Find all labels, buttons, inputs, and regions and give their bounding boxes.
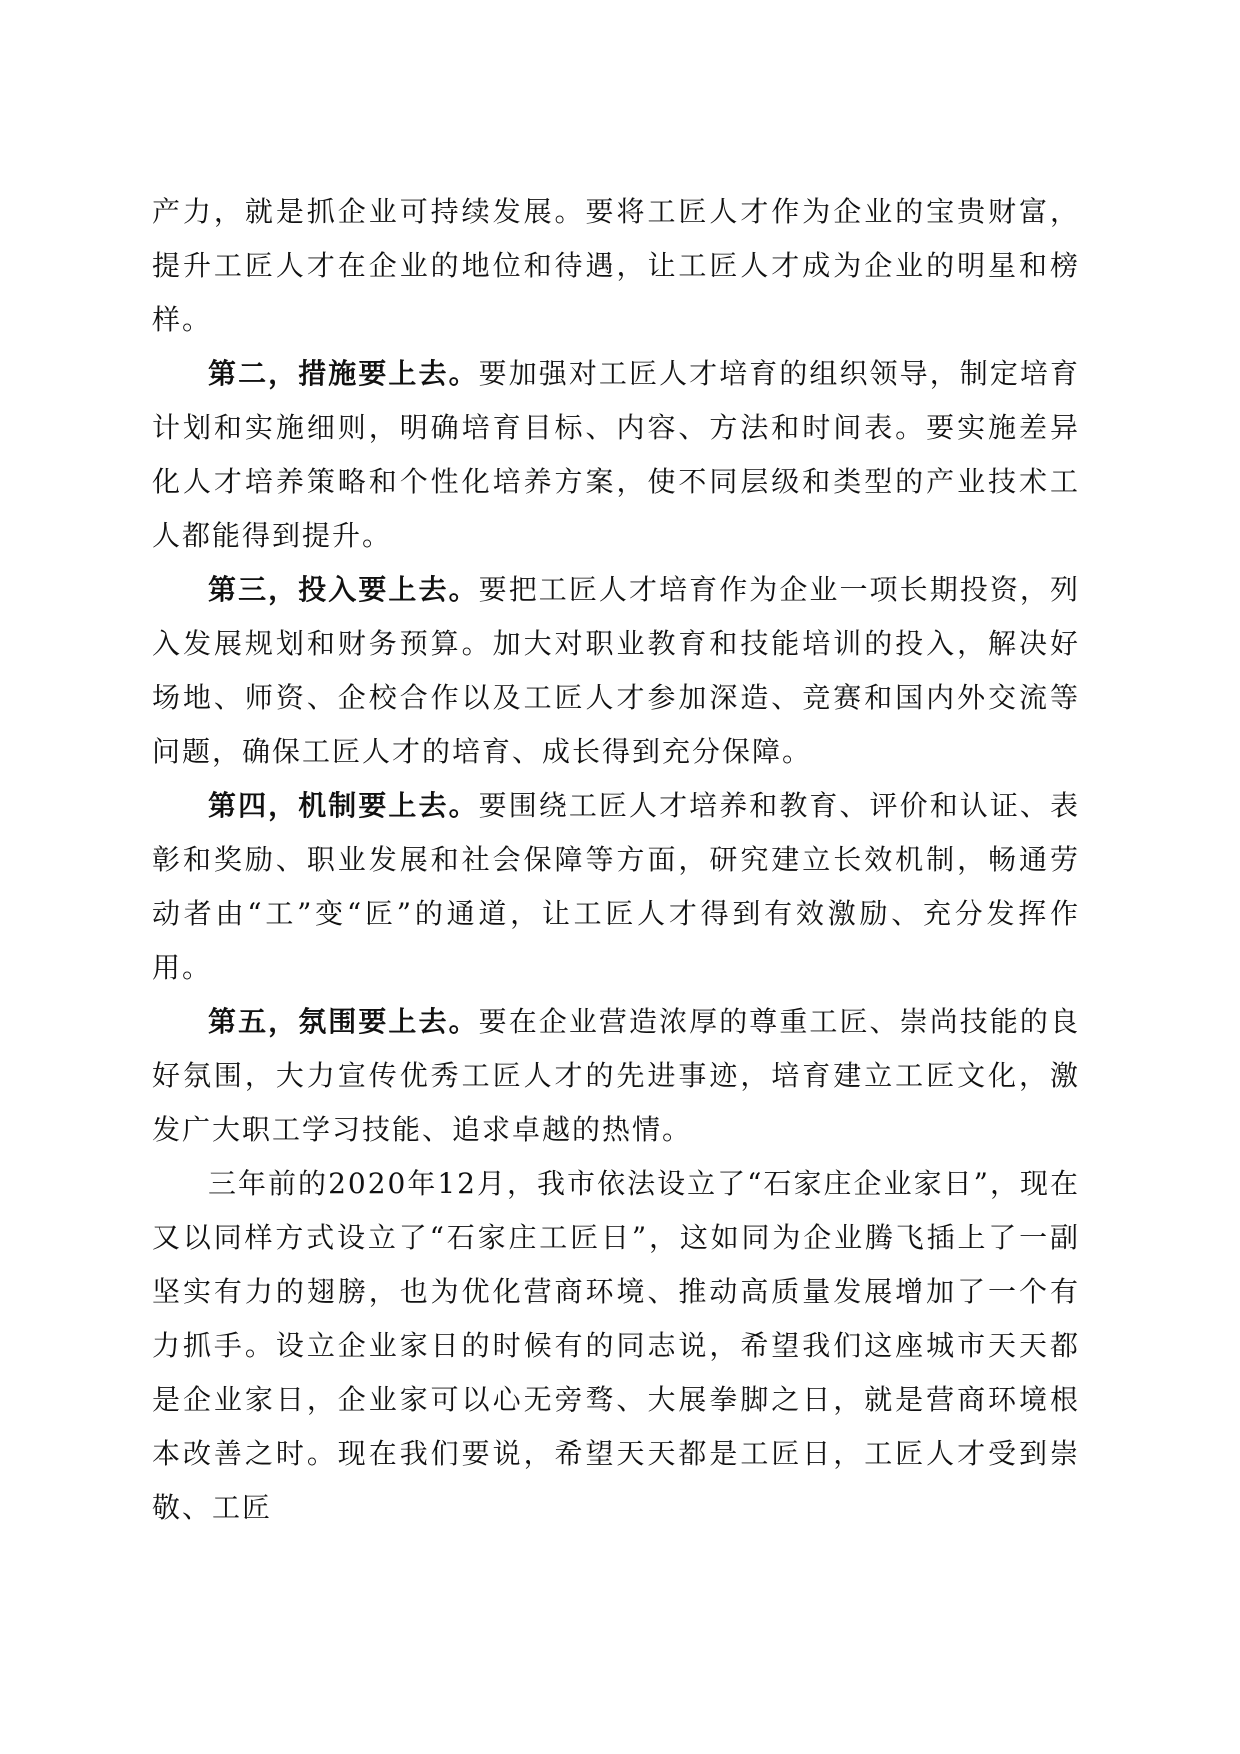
paragraph-text: 要把工匠人才培育作为企业一项长期投资，列入发展规划和财务预算。加大对职业教育和技能培训的投入，解决好场地、师资、企校合作以及工匠人才参加深造、竞赛和国内外交流等问题，确保工匠人才的培育、成长得到充分保障。: [152, 573, 1080, 768]
paragraph-atmosphere: [152, 995, 1080, 1157]
paragraph-lead: 第二，措施要上去。: [208, 357, 479, 390]
paragraph-text: 产力，就是抓企业可持续发展。要将工匠人才作为企业的宝贵财富，提升工匠人才在企业的地位和待遇，让工匠人才成为企业的明星和榜样。: [152, 195, 1080, 336]
paragraph-text: 要围绕工匠人才培养和教育、评价和认证、表彰和奖励、职业发展和社会保障等方面，研究建立长效机制，畅通劳动者由“工”变“匠”的通道，让工匠人才得到有效激励、充分发挥作用。: [152, 789, 1080, 984]
paragraph-measures: [152, 347, 1080, 563]
document-page: [152, 185, 1080, 1565]
paragraph-mechanism: [152, 779, 1080, 995]
paragraph-investment: [152, 563, 1080, 779]
paragraph-text: 要加强对工匠人才培育的组织领导，制定培育计划和实施细则，明确培育目标、内容、方法和时间表。要实施差异化人才培养策略和个性化培养方案，使不同层级和类型的产业技术工人都能得到提升。: [152, 357, 1080, 552]
paragraph-continuation: [152, 185, 1080, 347]
paragraph-craftsman-day: [152, 1157, 1080, 1535]
paragraph-lead: 第三，投入要上去。: [208, 573, 479, 606]
paragraph-text: 要在企业营造浓厚的尊重工匠、崇尚技能的良好氛围，大力宣传优秀工匠人才的先进事迹，培育建立工匠文化，激发广大职工学习技能、追求卓越的热情。: [152, 1005, 1080, 1146]
paragraph-text: 三年前的2020年12月，我市依法设立了“石家庄企业家日”，现在又以同样方式设立了“石家庄工匠日”，这如同为企业腾飞插上了一副坚实有力的翅膀，也为优化营商环境、推动高质量发展增加了一个有力抓手。设立企业家日的时候有的同志说，希望我们这座城市天天都是企业家日，企业家可以心无旁骛、大展拳脚之日，就是营商环境根本改善之时。现在我们要说，希望天天都是工匠日，工匠人才受到崇敬、工匠: [152, 1167, 1080, 1524]
paragraph-lead: 第五，氛围要上去。: [208, 1005, 479, 1038]
paragraph-lead: 第四，机制要上去。: [208, 789, 479, 822]
